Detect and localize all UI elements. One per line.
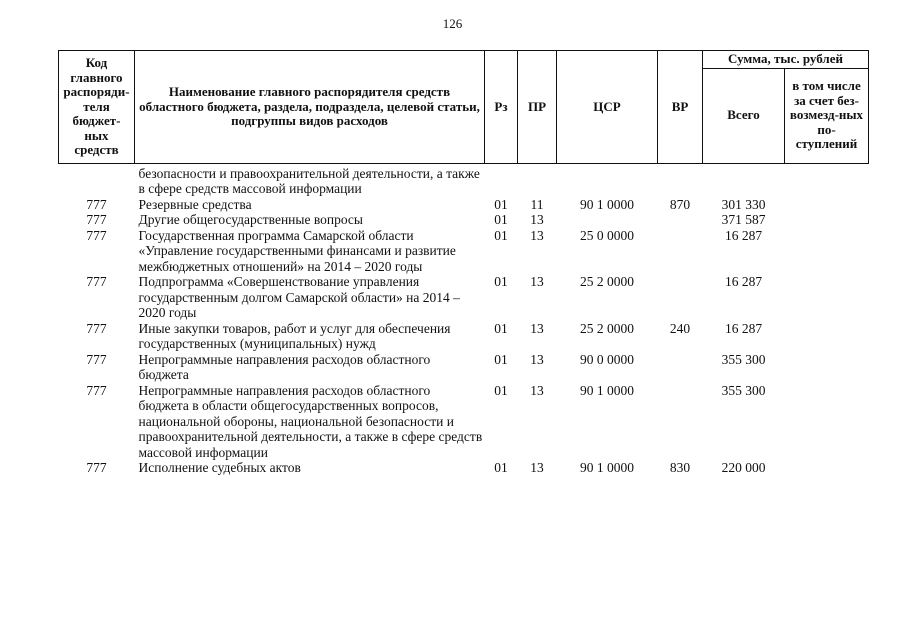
cell-free (785, 228, 869, 275)
budget-table (58, 50, 869, 476)
cell-pr: 13 (530, 460, 544, 475)
cell-csr: 90 0 0000 (580, 351, 634, 367)
table-row (59, 321, 869, 352)
table-row (59, 197, 869, 213)
cell-csr: 25 2 0000 (580, 320, 634, 336)
cell-name: Непрограммные направления расходов областного бюджета в области общегосударственных вопросов, национальной обороны, национальной безопасности и правоохранительной деятельности, а также в сфере средств массовой информации (138, 382, 483, 460)
cell-total: 355 300 (721, 351, 766, 367)
cell-pr: 13 (530, 320, 544, 336)
cell-pr (518, 163, 557, 197)
cell-rz: 01 (494, 196, 508, 212)
cell-name: Другие общегосударственные вопросы (138, 212, 363, 227)
cell-vr: 830 (669, 460, 691, 475)
cell-code: 777 (86, 227, 107, 243)
cell-csr: 90 1 0000 (580, 460, 634, 475)
header-name: Наименование главного распорядителя средств областного бюджета, раздела, подраздела, целевой статьи, подгруппы видов расходов (135, 51, 485, 164)
cell-code: 777 (86, 460, 107, 475)
cell-csr (557, 212, 658, 228)
page-number: 126 (442, 16, 463, 31)
cell-rz: 01 (494, 274, 508, 289)
header-csr: ЦСР (557, 51, 658, 164)
cell-total: 16 287 (724, 320, 763, 336)
cell-total: 355 300 (721, 382, 766, 398)
cell-pr: 13 (530, 274, 544, 289)
cell-code: 777 (86, 274, 107, 289)
table-header (59, 51, 869, 164)
cell-vr (658, 163, 703, 197)
cell-rz: 01 (494, 212, 508, 227)
cell-code: 777 (86, 351, 107, 367)
header-free: в том числе за счет без-возмезд-ных по-ступлений (785, 68, 869, 163)
cell-total: 301 330 (721, 196, 766, 212)
cell-total (703, 163, 785, 197)
header-code: Код главного распоряди-теля бюджет-ных средств (59, 51, 135, 164)
cell-vr (658, 274, 703, 321)
cell-free (785, 460, 869, 476)
cell-vr: 870 (669, 196, 691, 212)
cell-vr (658, 228, 703, 275)
cell-total: 16 287 (724, 274, 763, 289)
cell-rz: 01 (494, 351, 508, 367)
cell-pr: 13 (530, 212, 544, 227)
cell-name: Резервные средства (138, 196, 252, 212)
cell-free (785, 321, 869, 352)
cell-rz: 01 (494, 320, 508, 336)
cell-csr (557, 163, 658, 197)
header-total: Всего (703, 68, 785, 163)
cell-code: 777 (86, 196, 107, 212)
cell-name: Непрограммные направления расходов областного бюджета (138, 351, 431, 382)
cell-name: Подпрограмма «Совершенствование управления государственным долгом Самарской области» на 2014 – 2020 годы (138, 274, 460, 320)
cell-pr: 13 (530, 227, 544, 243)
cell-name: Исполнение судебных актов (138, 460, 301, 475)
cell-free (785, 212, 869, 228)
cell-rz (485, 163, 518, 197)
cell-vr (658, 212, 703, 228)
cell-rz: 01 (494, 460, 508, 475)
cell-total: 16 287 (724, 227, 763, 243)
header-vr: ВР (658, 51, 703, 164)
header-pr: ПР (518, 51, 557, 164)
cell-name: Иные закупки товаров, работ и услуг для обеспечения государственных (муниципальных) нужд (138, 320, 451, 351)
header-rz: Рз (485, 51, 518, 164)
cell-free (785, 274, 869, 321)
table-row (59, 228, 869, 275)
cell-total: 220 000 (721, 460, 766, 475)
cell-vr (658, 383, 703, 461)
cell-rz: 01 (494, 227, 508, 243)
cell-vr (658, 352, 703, 383)
cell-free (785, 383, 869, 461)
cell-code: 777 (86, 382, 107, 398)
cell-pr: 13 (530, 382, 544, 398)
table-row (59, 352, 869, 383)
table-row (59, 383, 869, 461)
header-sum: Сумма, тыс. рублей (703, 51, 869, 69)
cell-csr: 25 0 0000 (580, 227, 634, 243)
table-row (59, 274, 869, 321)
cell-csr: 90 1 0000 (580, 196, 634, 212)
cell-name: безопасности и правоохранительной деятельности, а также в сфере средств массовой информации (138, 165, 480, 196)
cell-total: 371 587 (721, 212, 766, 227)
table-body (59, 163, 869, 476)
table-row (59, 163, 869, 197)
table-row (59, 460, 869, 476)
table-row (59, 212, 869, 228)
cell-name: Государственная программа Самарской области «Управление государственными финансами и развитие межбюджетных отношений» на 2014 – 2020 годы (138, 227, 456, 274)
cell-code: 777 (86, 212, 107, 227)
cell-csr: 90 1 0000 (580, 382, 634, 398)
cell-free (785, 163, 869, 197)
cell-code (59, 163, 135, 197)
cell-code: 777 (86, 320, 107, 336)
cell-csr: 25 2 0000 (580, 274, 634, 289)
cell-free (785, 197, 869, 213)
cell-vr: 240 (669, 320, 691, 336)
cell-rz: 01 (494, 382, 508, 398)
cell-free (785, 352, 869, 383)
cell-pr: 13 (530, 351, 544, 367)
cell-pr: 11 (530, 196, 544, 212)
